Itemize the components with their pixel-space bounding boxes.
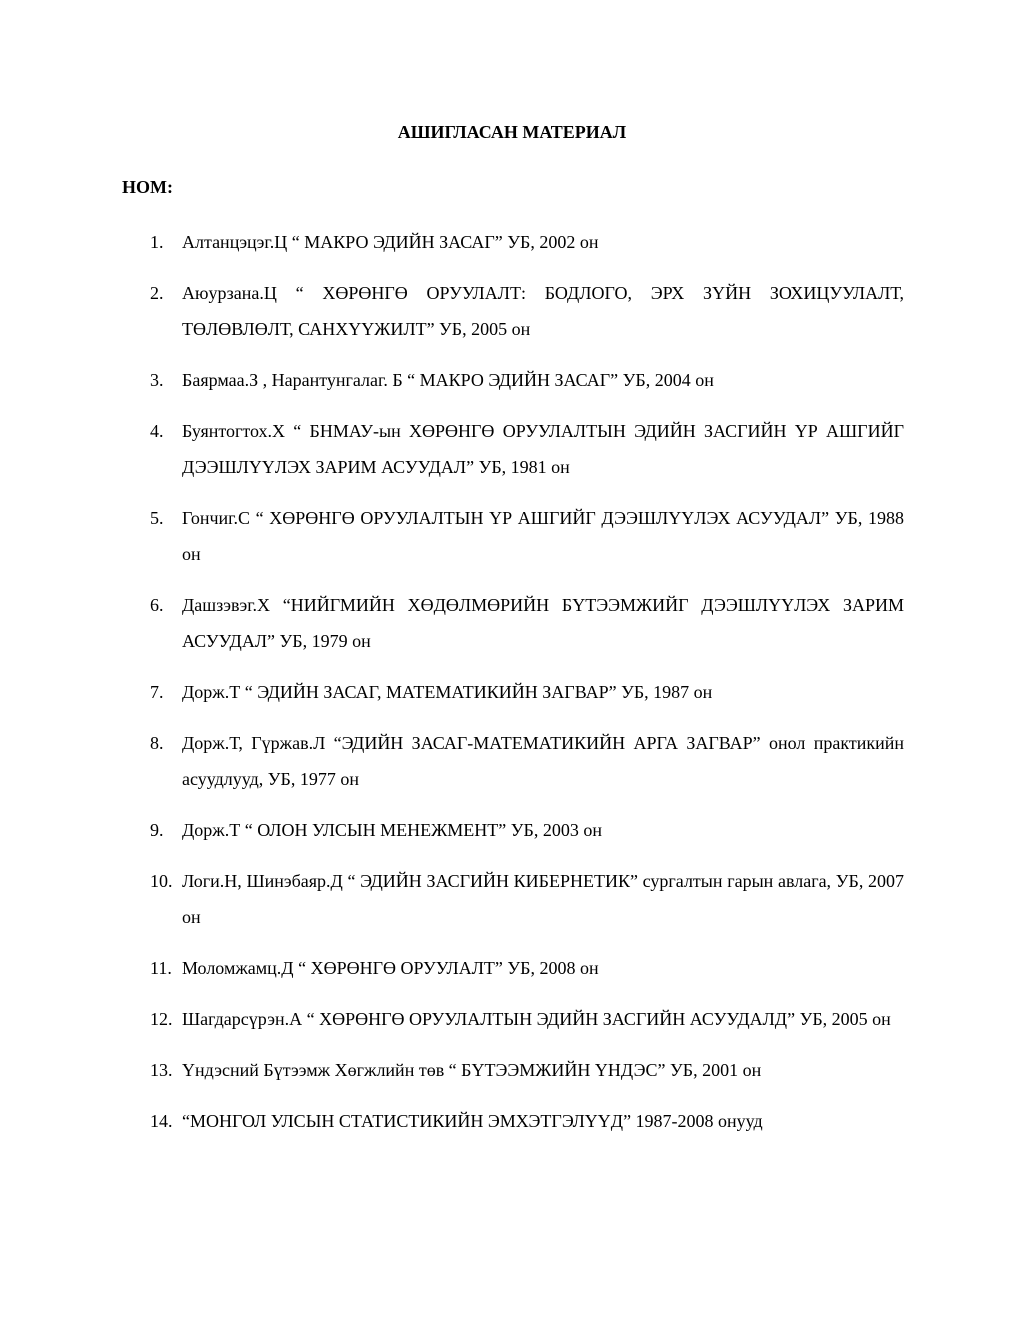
reference-number: 11. bbox=[150, 958, 172, 978]
reference-number: 3. bbox=[150, 370, 164, 390]
reference-item-2 bbox=[150, 275, 904, 347]
reference-item-13 bbox=[150, 1052, 904, 1088]
reference-text: Шагдарсүрэн.А “ ХӨРӨНГӨ ОРУУЛАЛТЫН ЭДИЙН ЗАСГИЙН АСУУДАЛД” УБ, 2005 он bbox=[182, 1009, 891, 1029]
page-title: АШИГЛАСАН МАТЕРИАЛ bbox=[397, 122, 627, 142]
reference-text: Логи.Н, Шинэбаяр.Д “ ЭДИЙН ЗАСГИЙН КИБЕРНЕТИК” сургалтын гарын авлага, УБ, 2007 он bbox=[182, 871, 904, 927]
reference-item-1 bbox=[150, 224, 904, 260]
reference-number: 13. bbox=[150, 1060, 173, 1080]
reference-item-10 bbox=[150, 863, 904, 935]
reference-item-3 bbox=[150, 362, 904, 398]
reference-text: Үндэсний Бүтээмж Хөгжлийн төв “ БҮТЭЭМЖИЙН ҮНДЭС” УБ, 2001 он bbox=[182, 1060, 762, 1080]
reference-text: Моломжамц.Д “ ХӨРӨНГӨ ОРУУЛАЛТ” УБ, 2008 он bbox=[182, 958, 599, 978]
reference-item-9 bbox=[150, 812, 904, 848]
reference-item-4 bbox=[150, 413, 904, 485]
reference-text: Дорж.Т “ ЭДИЙН ЗАСАГ, МАТЕМАТИКИЙН ЗАГВАР” УБ, 1987 он bbox=[182, 682, 713, 702]
reference-number: 1. bbox=[150, 232, 164, 252]
reference-number: 2. bbox=[150, 283, 164, 303]
reference-text: “МОНГОЛ УЛСЫН СТАТИСТИКИЙН ЭМХЭТГЭЛҮҮД” 1987-2008 онууд bbox=[182, 1111, 763, 1131]
reference-item-12 bbox=[150, 1001, 904, 1037]
reference-item-5 bbox=[150, 500, 904, 572]
reference-item-8 bbox=[150, 725, 904, 797]
reference-text: Аюурзана.Ц “ ХӨРӨНГӨ ОРУУЛАЛТ: БОДЛОГО, ЭРХ ЗҮЙН ЗОХИЦУУЛАЛТ, ТӨЛӨВЛӨЛТ, САНХҮҮЖИЛТ” УБ, 2005 он bbox=[182, 283, 904, 339]
reference-item-11 bbox=[150, 950, 904, 986]
section-heading-books: НОМ: bbox=[122, 177, 173, 197]
reference-text: Гончиг.С “ ХӨРӨНГӨ ОРУУЛАЛТЫН ҮР АШГИЙГ ДЭЭШЛҮҮЛЭХ АСУУДАЛ” УБ, 1988 он bbox=[182, 508, 904, 564]
reference-number: 6. bbox=[150, 595, 164, 615]
reference-number: 14. bbox=[150, 1111, 173, 1131]
reference-text: Буянтогтох.Х “ БНМАУ-ын ХӨРӨНГӨ ОРУУЛАЛТЫН ЭДИЙН ЗАСГИЙН ҮР АШГИЙГ ДЭЭШЛҮҮЛЭХ ЗАРИМ АСУУДАЛ” УБ, 1981 он bbox=[182, 421, 904, 477]
reference-number: 9. bbox=[150, 820, 164, 840]
reference-item-6 bbox=[150, 587, 904, 659]
reference-list bbox=[150, 224, 904, 1154]
reference-text: Дорж.Т “ ОЛОН УЛСЫН МЕНЕЖМЕНТ” УБ, 2003 он bbox=[182, 820, 602, 840]
reference-number: 10. bbox=[150, 871, 173, 891]
reference-number: 8. bbox=[150, 733, 164, 753]
reference-text: Алтанцэцэг.Ц “ МАКРО ЭДИЙН ЗАСАГ” УБ, 2002 он bbox=[182, 232, 599, 252]
reference-number: 4. bbox=[150, 421, 164, 441]
reference-item-14 bbox=[150, 1103, 904, 1139]
reference-text: Баярмаа.З , Нарантунгалаг. Б “ МАКРО ЭДИЙН ЗАСАГ” УБ, 2004 он bbox=[182, 370, 714, 390]
reference-number: 7. bbox=[150, 682, 164, 702]
reference-text: Дашзэвэг.Х “НИЙГМИЙН ХӨДӨЛМӨРИЙН БҮТЭЭМЖИЙГ ДЭЭШЛҮҮЛЭХ ЗАРИМ АСУУДАЛ” УБ, 1979 он bbox=[182, 595, 904, 651]
reference-item-7 bbox=[150, 674, 904, 710]
reference-number: 12. bbox=[150, 1009, 173, 1029]
reference-text: Дорж.Т, Гүржав.Л “ЭДИЙН ЗАСАГ-МАТЕМАТИКИЙН АРГА ЗАГВАР” онол практикийн асуудлууд, УБ, 1977 он bbox=[182, 733, 904, 789]
reference-number: 5. bbox=[150, 508, 164, 528]
